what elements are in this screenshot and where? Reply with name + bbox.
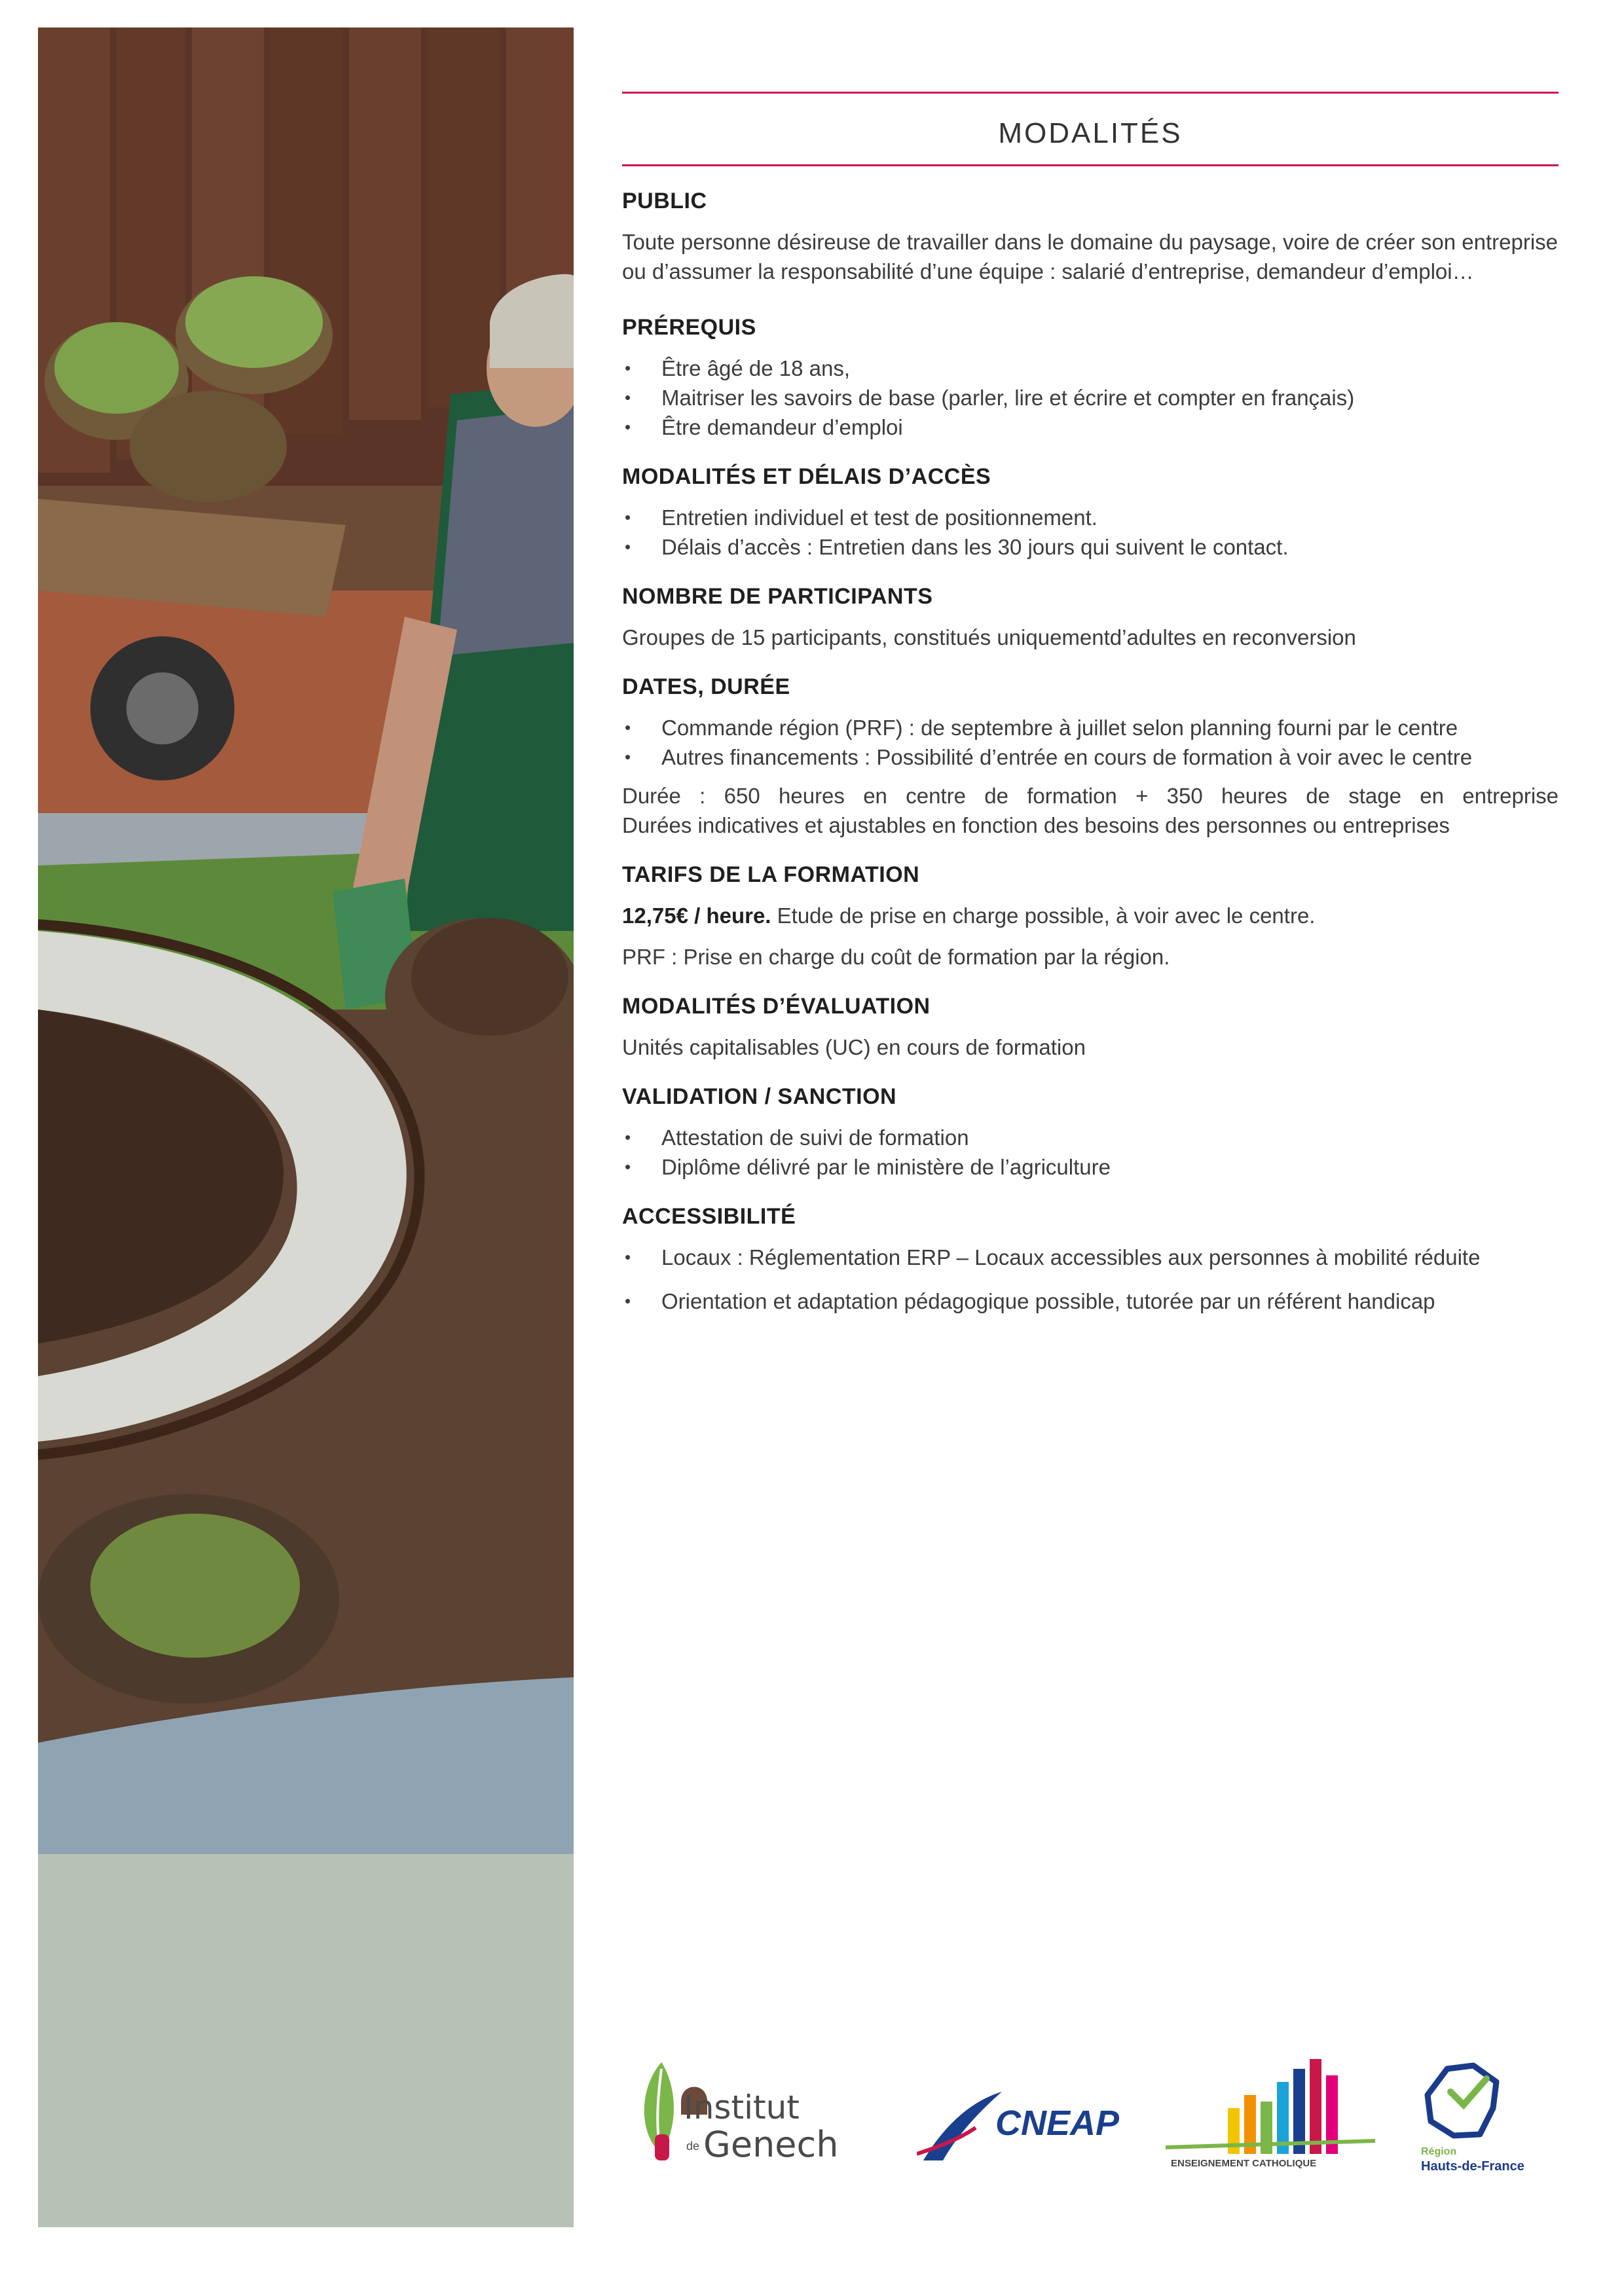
list-item: • Attestation de suivi de formation xyxy=(622,1123,1559,1152)
dates-list xyxy=(622,713,1559,772)
section-title: PRÉREQUIS xyxy=(622,315,756,340)
section-participants xyxy=(622,584,1559,652)
section-title: ACCESSIBILITÉ xyxy=(622,1204,796,1229)
section-prerequis xyxy=(622,315,1559,442)
list-item: • Entretien individuel et test de positionnement. xyxy=(622,503,1559,532)
region-line1: Région xyxy=(1421,2146,1457,2157)
institut-genech-logo xyxy=(635,2056,851,2187)
enseignement-catholique-logo xyxy=(1166,2056,1375,2187)
section-title: MODALITÉS ET DÉLAIS D’ACCÈS xyxy=(622,464,991,489)
section-acces xyxy=(622,464,1559,562)
page-title: MODALITÉS xyxy=(998,117,1183,149)
section-public xyxy=(622,189,1559,286)
region-line2: Hauts-de-France xyxy=(1421,2159,1524,2174)
prf-text: PRF : Prise en charge du coût de formation par la région. xyxy=(622,945,1170,969)
cneap-logo xyxy=(917,2088,1126,2174)
duree-text xyxy=(622,781,1559,840)
list-item: • Autres financements : Possibilité d’entrée en cours de formation à voir avec le centre xyxy=(622,742,1559,772)
cneap-text: CNEAP xyxy=(995,2104,1120,2143)
list-item: • Être âgé de 18 ans, xyxy=(622,354,1559,383)
section-dates xyxy=(622,674,1559,840)
partner-logos xyxy=(629,2049,1559,2206)
genech-line1: Institut xyxy=(684,2088,800,2126)
evaluation-text: Unités capitalisables (UC) en cours de formation xyxy=(622,1035,1086,1059)
colored-bars-icon xyxy=(1166,2056,1375,2160)
participants-text: Groupes de 15 participants, constitués uniquementd’adultes en reconversion xyxy=(622,625,1356,649)
validation-list xyxy=(622,1123,1559,1182)
section-title: PUBLIC xyxy=(622,189,707,213)
list-item: • Orientation et adaptation pédagogique possible, tutorée par un référent handicap xyxy=(622,1286,1559,1316)
enseignement-text: ENSEIGNEMENT CATHOLIQUE xyxy=(1171,2158,1317,2169)
price-note: Etude de prise en charge possible, à voir avec le centre. xyxy=(771,903,1316,928)
prerequis-list xyxy=(622,354,1559,442)
list-item: • Être demandeur d’emploi xyxy=(622,412,1559,442)
tarif-line xyxy=(622,901,1559,930)
side-color-panel xyxy=(38,1854,574,2227)
genech-small: de xyxy=(686,2140,700,2153)
accessibilite-list xyxy=(622,1243,1559,1316)
section-title: VALIDATION / SANCTION xyxy=(622,1084,897,1109)
list-item: • Locaux : Réglementation ERP – Locaux accessibles aux personnes à mobilité réduite xyxy=(622,1243,1559,1272)
section-tarifs xyxy=(622,862,1559,972)
modalites-content xyxy=(622,92,1559,1330)
list-item: • Maitriser les savoirs de base (parler, lire et écrire et compter en français) xyxy=(622,383,1559,412)
landscaping-photo xyxy=(38,27,574,1854)
section-title: DATES, DURÉE xyxy=(622,674,790,699)
list-item: • Délais d’accès : Entretien dans les 30 jours qui suivent le contact. xyxy=(622,532,1559,562)
list-item: • Commande région (PRF) : de septembre à juillet selon planning fourni par le centre xyxy=(622,713,1559,742)
france-map-icon xyxy=(1421,2062,1506,2141)
duree-line-2: Durées indicatives et ajustables en fonction des besoins des personnes ou entreprises xyxy=(622,813,1450,837)
title-rule-top xyxy=(622,92,1559,94)
title-rule-bottom xyxy=(622,164,1559,166)
duree-line-1: Durée : 650 heures en centre de formation + 350 heures de stage en entreprise xyxy=(622,784,1559,808)
public-text: Toute personne désireuse de travailler dans le domaine du paysage, voire de créer son entreprise ou d’assumer la responsabilité d’une équipe : salarié d’entreprise, demandeur d’emploi… xyxy=(622,230,1559,283)
acces-list xyxy=(622,503,1559,562)
region-hdf-logo xyxy=(1408,2062,1539,2187)
section-validation xyxy=(622,1084,1559,1182)
cneap-swoosh-icon xyxy=(917,2088,1008,2167)
list-item: • Diplôme délivré par le ministère de l’agriculture xyxy=(622,1152,1559,1182)
section-title: TARIFS DE LA FORMATION xyxy=(622,862,920,887)
section-title: NOMBRE DE PARTICIPANTS xyxy=(622,584,933,609)
section-accessibilite xyxy=(622,1204,1559,1316)
section-title: MODALITÉS D’ÉVALUATION xyxy=(622,994,931,1019)
section-evaluation xyxy=(622,994,1559,1062)
price: 12,75€ / heure. xyxy=(622,903,771,928)
genech-line2: Genech xyxy=(703,2124,839,2165)
